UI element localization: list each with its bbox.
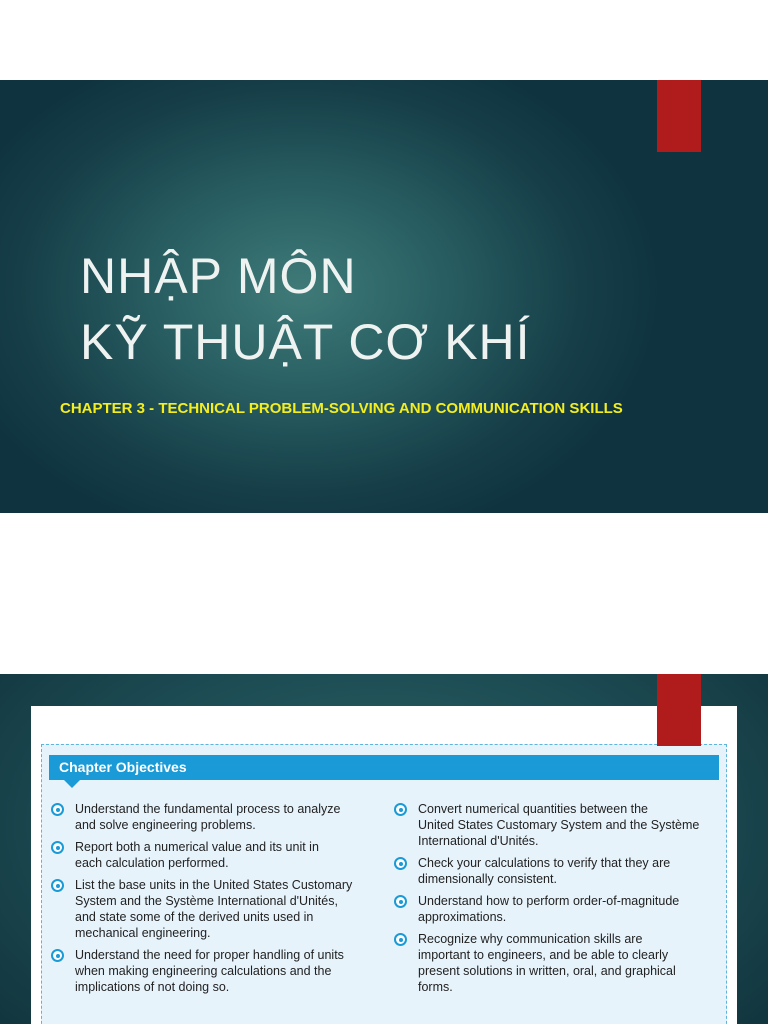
objective-item <box>51 947 381 995</box>
bullet-icon <box>394 895 407 908</box>
bullet-icon <box>394 803 407 816</box>
objective-text: Understand the fundamental process to analyze and solve engineering problems. <box>75 802 341 832</box>
objective-item <box>394 801 714 849</box>
objective-text: Convert numerical quantities between the United States Customary System and the Système International d'Unités. <box>418 802 700 848</box>
bullet-icon <box>51 841 64 854</box>
slide-subtitle: CHAPTER 3 - TECHNICAL PROBLEM-SOLVING AND COMMUNICATION SKILLS <box>60 400 623 417</box>
objective-item <box>51 839 381 871</box>
objective-text: Report both a numerical value and its unit in each calculation performed. <box>75 840 319 870</box>
objectives-left-column <box>51 801 381 1001</box>
objective-item <box>51 877 381 941</box>
header-notch <box>64 780 80 788</box>
bullet-icon <box>394 933 407 946</box>
objective-item <box>394 931 714 995</box>
title-slide <box>0 80 768 513</box>
objective-text: Understand how to perform order-of-magnitude approximations. <box>418 894 680 924</box>
objectives-slide <box>0 674 768 1024</box>
objectives-right-column <box>394 801 714 1001</box>
bullet-icon <box>394 857 407 870</box>
objective-item <box>394 893 714 925</box>
objectives-panel <box>31 706 737 1024</box>
objective-text: Understand the need for proper handling of units when making engineering calculations and the implications of not doing so. <box>75 948 344 994</box>
objective-text: Recognize why communication skills are important to engineers, and be able to clearly present solutions in written, oral, and graphical forms. <box>418 932 676 994</box>
slide-title-line-1: NHẬP MÔN <box>80 248 357 304</box>
objective-text: Check your calculations to verify that they are dimensionally consistent. <box>418 856 671 886</box>
red-accent-tab <box>657 80 701 152</box>
slide-title-line-2: KỸ THUẬT CƠ KHÍ <box>80 314 531 370</box>
bullet-icon <box>51 949 64 962</box>
chapter-objectives-box <box>41 744 727 1024</box>
bullet-icon <box>51 803 64 816</box>
objective-item <box>394 855 714 887</box>
red-accent-tab <box>657 674 701 746</box>
objectives-header: Chapter Objectives <box>49 755 719 780</box>
objective-text: List the base units in the United States Customary System and the Système International d'Unités, and state some of the derived units used in mechanical engineering. <box>75 878 353 940</box>
objective-item <box>51 801 381 833</box>
bullet-icon <box>51 879 64 892</box>
